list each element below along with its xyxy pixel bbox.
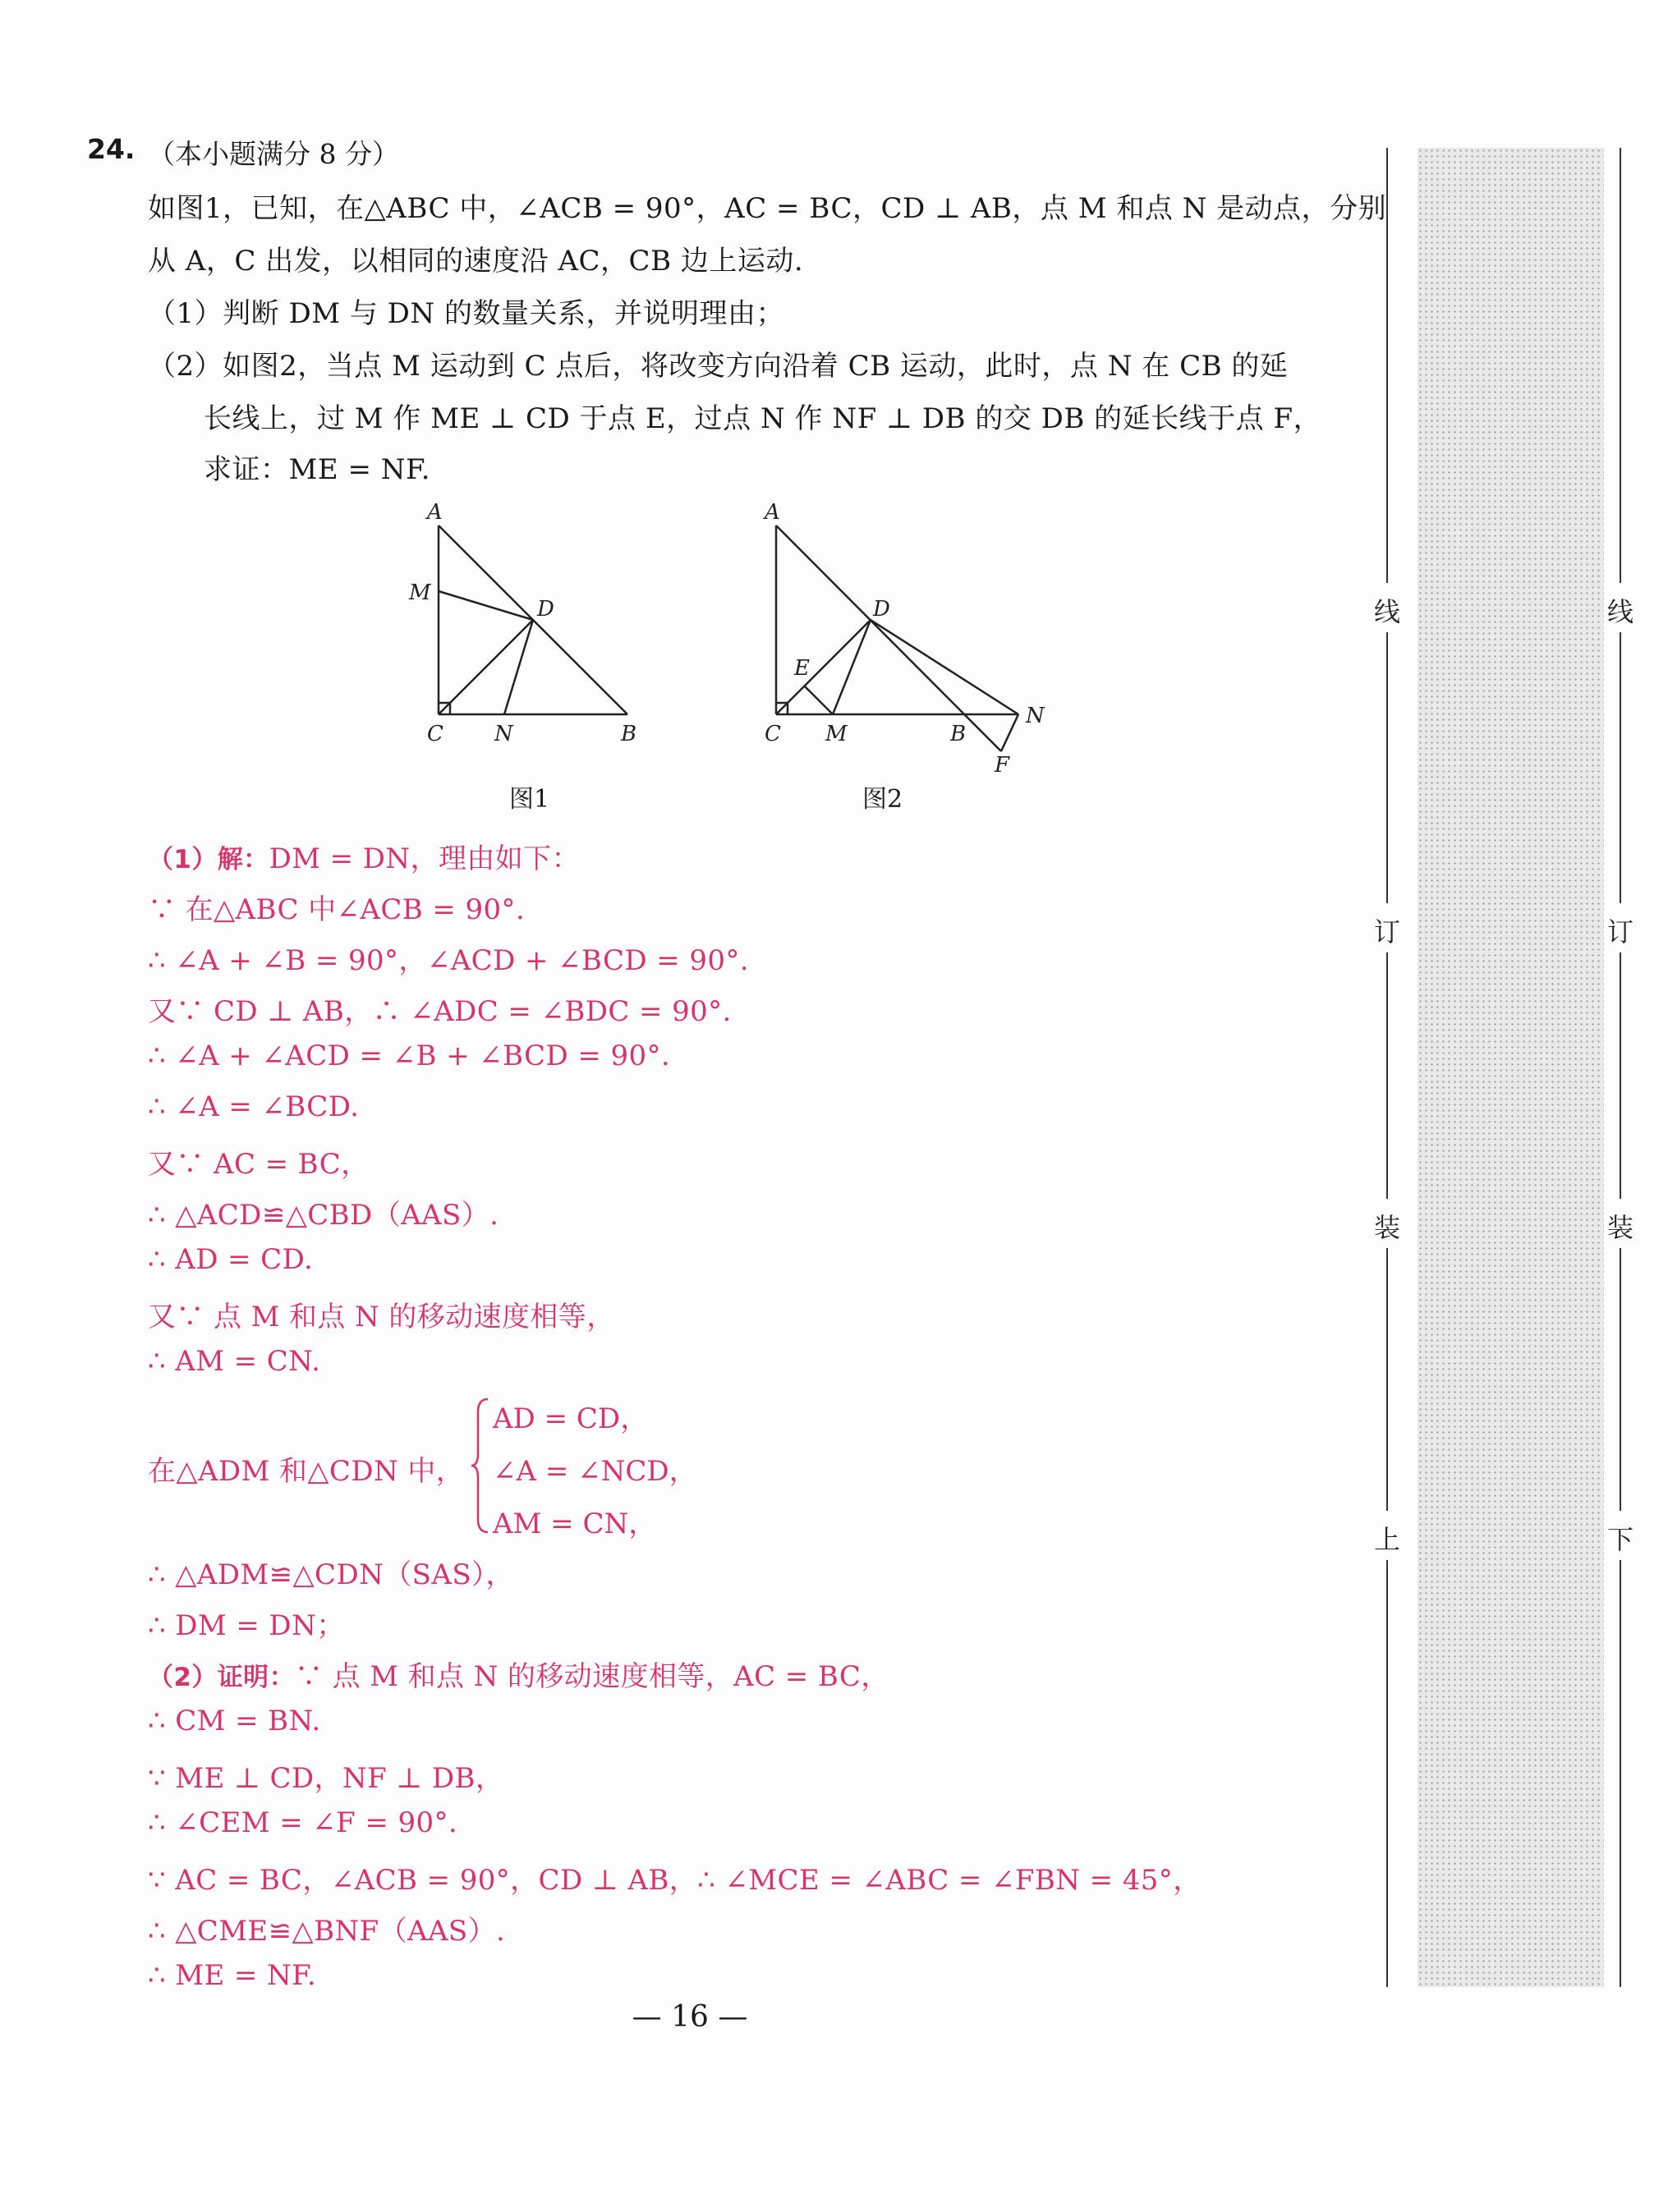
figure-1 <box>402 493 665 755</box>
margin-right-char: 下 <box>1606 1524 1634 1555</box>
stem-line: 求证：ME = NF. <box>204 453 431 486</box>
solution-line: ∵ 在△ABC 中∠ACB = 90°. <box>148 893 526 926</box>
fig1-label-a: A <box>427 500 443 525</box>
binding-strip <box>1418 148 1604 1987</box>
margin-left-char: 上 <box>1373 1524 1400 1555</box>
fig2-label-b: B <box>950 722 967 746</box>
margin-right-line <box>1620 632 1621 903</box>
solution-line: 又∵ 点 M 和点 N 的移动速度相等， <box>148 1301 615 1333</box>
fig2-label-a: A <box>765 500 780 525</box>
system-line: AD = CD， <box>493 1402 649 1435</box>
stem-line: 从 A，C 出发，以相同的速度沿 AC，CB 边上运动. <box>148 245 804 278</box>
solution-line: 又∵ CD ⊥ AB，∴ ∠ADC = ∠BDC = 90°. <box>148 995 732 1028</box>
part2-label: （2）证明： <box>148 1663 295 1692</box>
fig1-label-d: D <box>537 597 554 622</box>
system-line: AM = CN， <box>493 1508 657 1540</box>
margin-left-line <box>1386 632 1388 903</box>
margin-right-char: 线 <box>1606 596 1634 627</box>
fig2-segment-cd <box>776 620 871 714</box>
margin-left-line <box>1386 1560 1388 1987</box>
margin-right-line <box>1620 148 1621 583</box>
stem-line: 长线上，过 M 作 ME ⊥ CD 于点 E，过点 N 作 NF ⊥ DB 的交 DB 的延长线于点 F， <box>204 402 1322 435</box>
fig2-segment-nf <box>1001 714 1018 751</box>
solution-line: ∴ ∠A = ∠BCD. <box>148 1090 360 1123</box>
solution-line: ∵ ME ⊥ CD，NF ⊥ DB， <box>148 1762 504 1795</box>
margin-left-char: 订 <box>1373 916 1400 948</box>
question-header: （本小题满分 8 分） <box>148 138 399 170</box>
solution-part2-heading <box>148 1654 889 1694</box>
solution-part1-heading <box>148 836 580 876</box>
part2-first-line: ∵ 点 M 和点 N 的移动速度相等，AC = BC， <box>294 1660 889 1693</box>
solution-line: ∵ AC = BC，∠ACB = 90°，CD ⊥ AB，∴ ∠MCE = ∠ABC = ∠FBN = 45°， <box>148 1864 1202 1897</box>
fig1-label-b: B <box>621 722 637 746</box>
margin-right-char: 订 <box>1606 916 1634 948</box>
solution-line: ∴ AM = CN. <box>148 1345 321 1378</box>
margin-right-char: 装 <box>1606 1212 1634 1243</box>
fig2-label-c: C <box>765 722 781 746</box>
solution-line: ∴ △ACD≌△CBD（AAS）. <box>148 1199 499 1232</box>
figure-1-caption: 图1 <box>509 785 550 814</box>
margin-left-line <box>1386 952 1388 1199</box>
fig2-label-f: F <box>995 753 1010 778</box>
stem-line: （2）如图2，当点 M 运动到 C 点后，将改变方向沿着 CB 运动，此时，点 N 在 CB 的延 <box>148 350 1289 383</box>
solution-line: ∴ ∠A + ∠ACD = ∠B + ∠BCD = 90°. <box>148 1039 671 1072</box>
fig1-label-n: N <box>494 722 513 746</box>
system-line: ∠A = ∠NCD， <box>493 1455 697 1488</box>
solution-line: 又∵ AC = BC， <box>148 1148 370 1181</box>
stem-line: （1）判断 DM 与 DN 的数量关系，并说明理由； <box>148 297 784 330</box>
fig2-label-n: N <box>1026 704 1045 728</box>
margin-right-line <box>1620 1248 1621 1511</box>
solution-line: ∴ ∠A + ∠B = 90°，∠ACD + ∠BCD = 90°. <box>148 944 749 977</box>
figure-2-caption: 图2 <box>862 785 903 814</box>
solution-line: ∴ AD = CD. <box>148 1243 314 1276</box>
solution-line: ∴ ME = NF. <box>148 1959 317 1992</box>
margin-right-line <box>1620 952 1621 1199</box>
page-number: — 16 — <box>632 2000 748 2034</box>
part1-label: （1）解： <box>148 845 269 874</box>
fig2-segment-dn <box>871 620 1018 714</box>
fig1-label-c: C <box>427 722 443 746</box>
solution-line: ∴ △ADM≌△CDN（SAS）， <box>148 1558 514 1591</box>
fig2-segment-md <box>833 620 871 714</box>
figure-2 <box>743 493 1072 780</box>
solution-line: ∴ △CME≌△BNF（AAS）. <box>148 1915 506 1948</box>
margin-left-char: 装 <box>1373 1212 1400 1243</box>
margin-left-char: 线 <box>1373 596 1400 627</box>
solution-line: ∴ CM = BN. <box>148 1705 321 1737</box>
question-number: 24. <box>87 133 136 165</box>
solution-line: ∴ DM = DN； <box>148 1609 345 1642</box>
margin-right-line <box>1620 1560 1621 1987</box>
fig1-label-m: M <box>409 581 431 605</box>
fig2-side-ab <box>776 525 1001 751</box>
fig2-label-d: D <box>873 597 890 622</box>
margin-left-line <box>1386 148 1388 583</box>
stem-line: 如图1，已知，在△ABC 中，∠ACB = 90°，AC = BC，CD ⊥ AB，点 M 和点 N 是动点，分别 <box>148 192 1387 225</box>
fig2-label-m: M <box>825 722 848 746</box>
margin-left-line <box>1386 1248 1388 1511</box>
fig2-segment-me <box>805 686 833 714</box>
fig2-label-e: E <box>794 656 810 681</box>
system-prefix: 在△ADM 和△CDN 中， <box>148 1455 465 1488</box>
solution-line: ∴ ∠CEM = ∠F = 90°. <box>148 1806 458 1839</box>
part1-conclusion: DM = DN，理由如下： <box>269 842 580 875</box>
system-brace <box>470 1396 493 1535</box>
